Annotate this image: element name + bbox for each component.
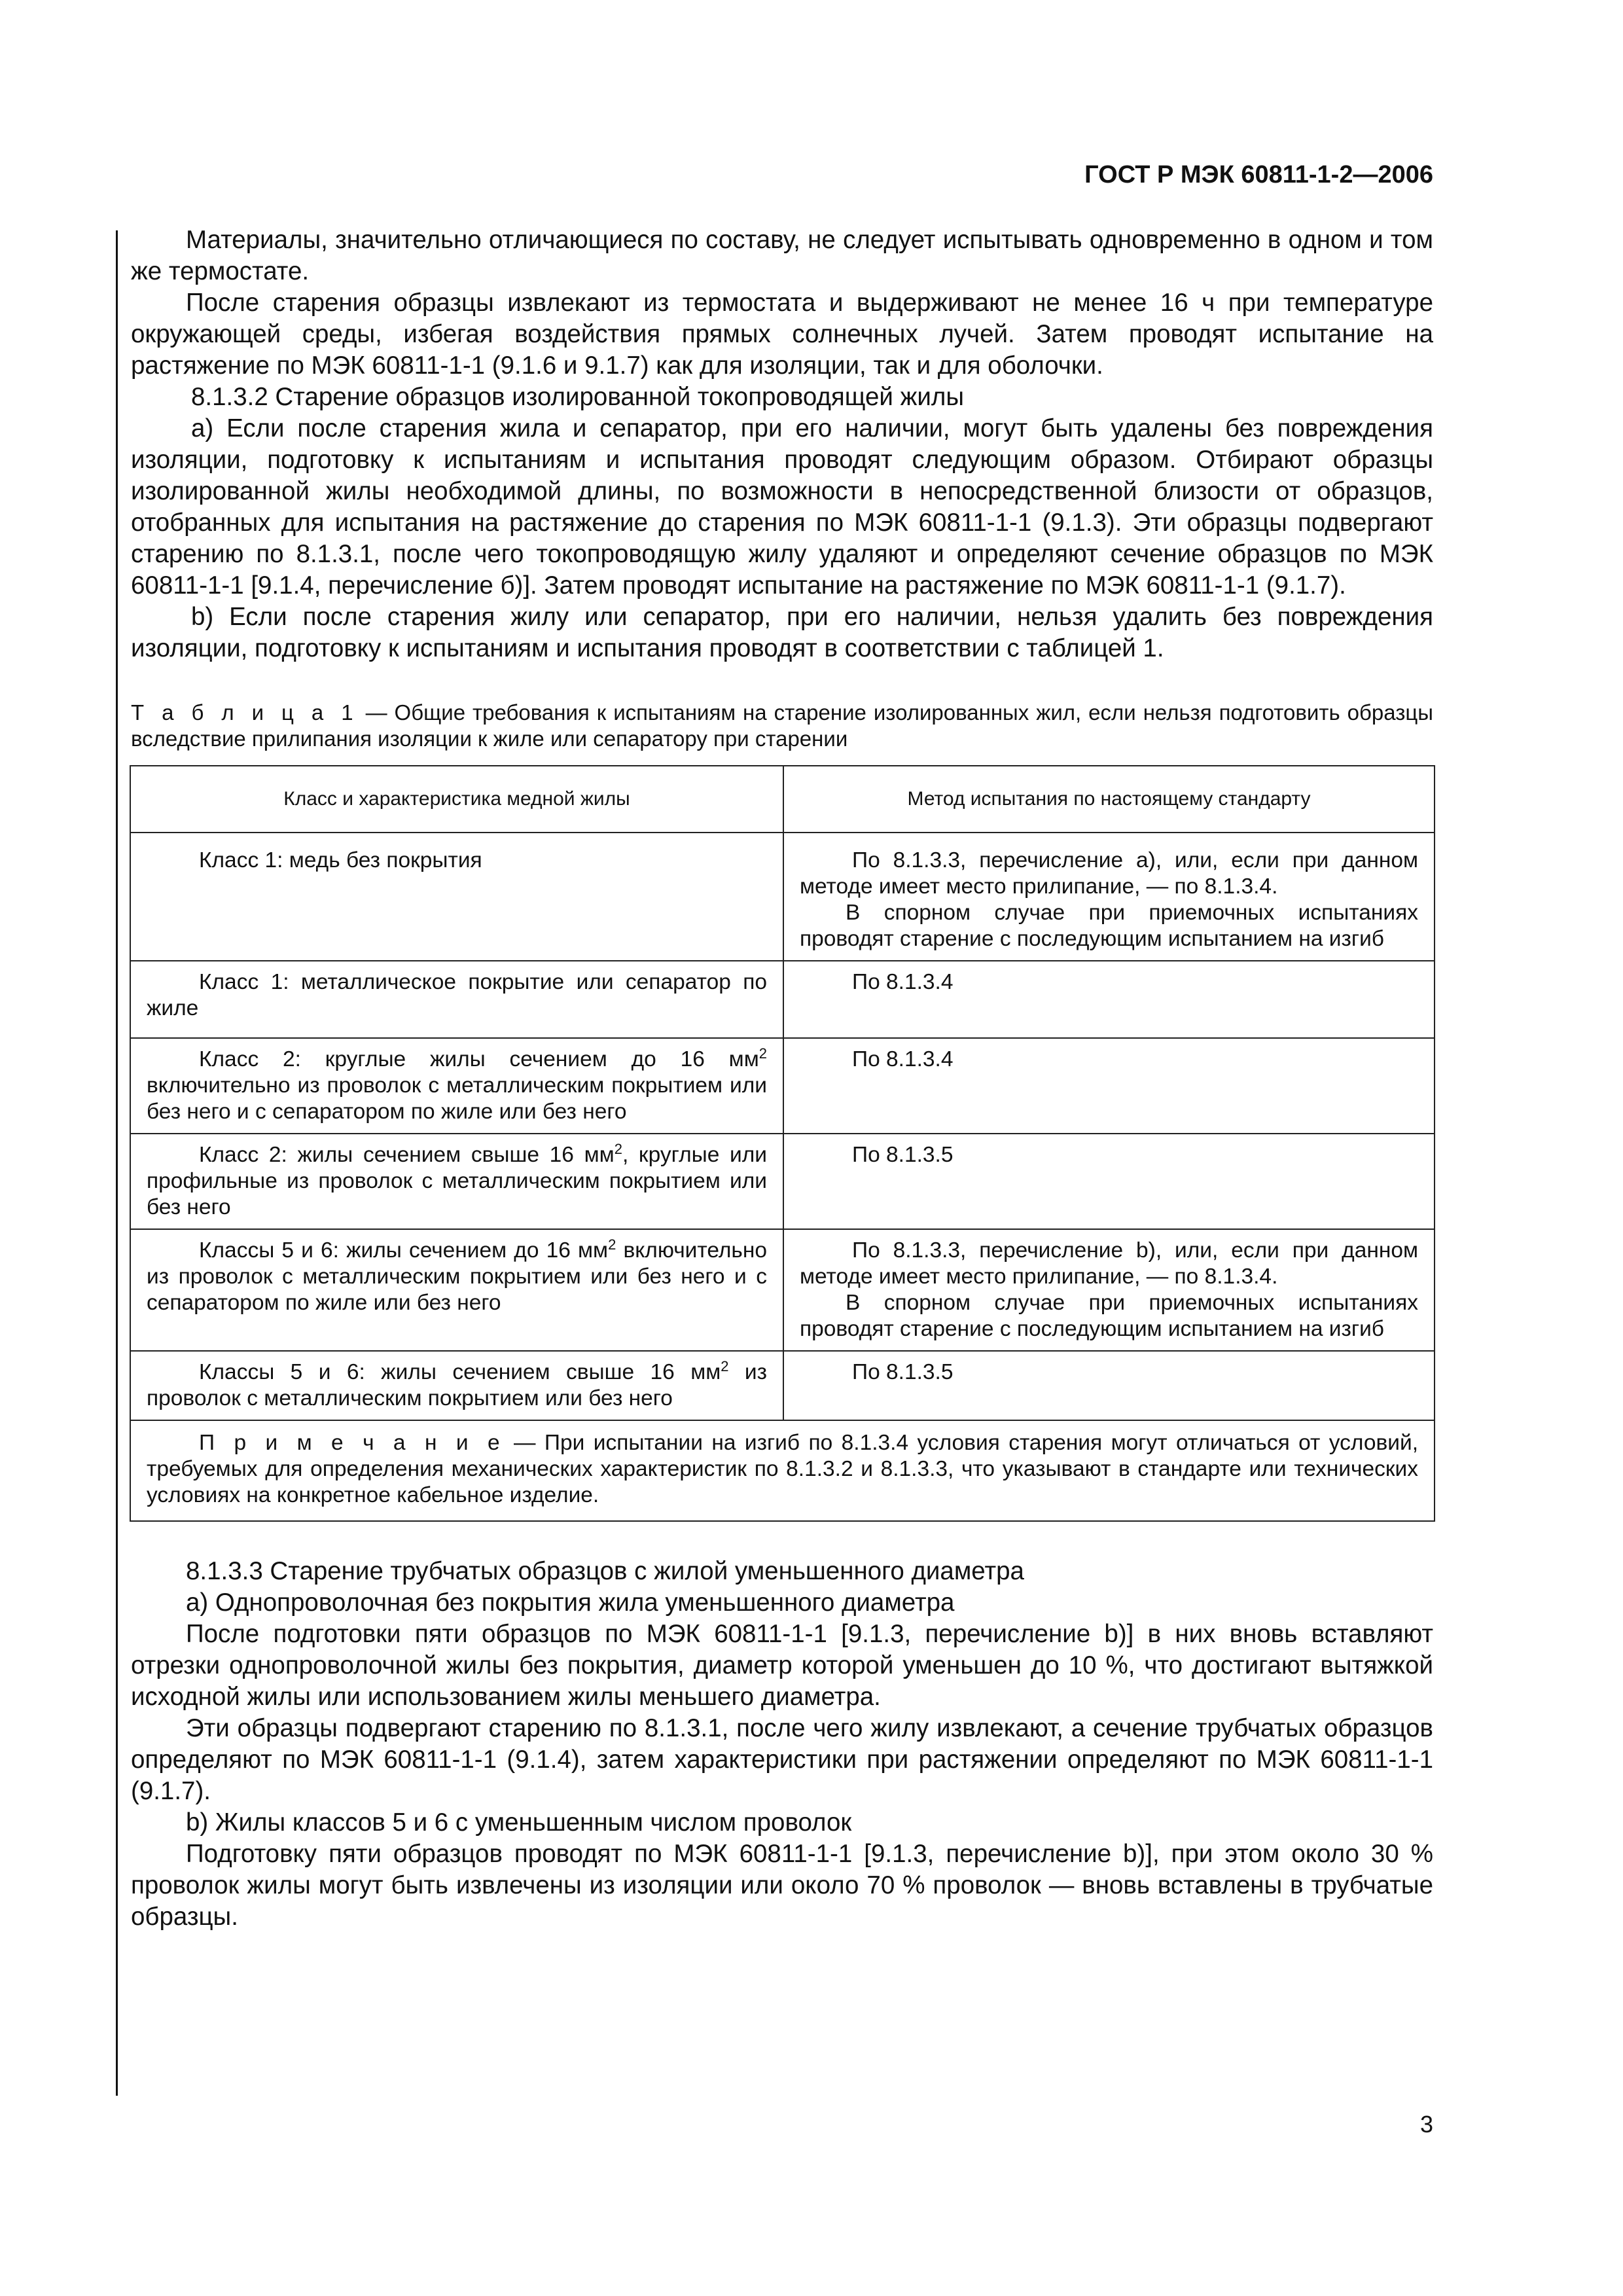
table-caption-text: — Общие требования к испытаниям на старение изолированных жил, если нельзя подготовить образцы вследствие прилипания изоляции к жиле или сепаратору при старении	[131, 700, 1433, 751]
table-cell-class	[130, 1229, 783, 1351]
cell-text-part: из проволок с металлическим покрытием или без него	[147, 1360, 767, 1410]
table-row	[130, 1038, 1435, 1134]
table-caption-label: Т а б л и ц а 1	[131, 700, 359, 725]
cell-text	[147, 1047, 767, 1125]
cell-text: По 8.1.3.5	[852, 1143, 954, 1167]
note-text	[147, 1430, 1418, 1509]
standard-header: ГОСТ Р МЭК 60811-1-2—2006	[1084, 161, 1433, 188]
cell-text-part: Класс 2: круглые жилы сечением до 16 мм	[199, 1047, 759, 1071]
section-after-table	[131, 1556, 1433, 1933]
paragraph: а) Если после старения жила и сепаратор, при его наличии, могут быть удалены без повреждения изоляции, подготовку к испытаниям и испытания проводят следующим образом. Отбирают образцы изолированной жилы необходимой длины, по возможности в непосредственной близости от образцов, отобранных для испытания на растяжение до старения по МЭК 60811-1-1 (9.1.3). Эти образцы подвергают старению по 8.1.3.1, после чего токопроводящую жилу удаляют и определяют сечение образцов по МЭК 60811-1-1 [9.1.4, перечисление б)]. Затем проводят испытание на растяжение по МЭК 60811-1-1 (9.1.7).	[131, 414, 1433, 600]
cell-text-part: включительно из проволок с металлическим покрытием или без него и с сепаратором по жиле или без него	[147, 1238, 767, 1315]
table-header-cell: Класс и характеристика медной жилы	[130, 766, 783, 833]
table-row	[130, 833, 1435, 961]
paragraph: b) Жилы классов 5 и 6 с уменьшенным числом проволок	[186, 1808, 852, 1837]
cell-text: По 8.1.3.4	[852, 970, 954, 994]
table-note	[130, 1420, 1435, 1521]
superscript: 2	[608, 1236, 616, 1253]
page-number: 3	[1419, 2111, 1433, 2138]
paragraph: Подготовку пяти образцов проводят по МЭК 60811-1-1 [9.1.3, перечисление b)], при этом около 30 % проволок жилы могут быть извлечены из изоляции или около 70 % проволок — вновь вставлены в трубчатые образцы.	[131, 1840, 1433, 1931]
superscript: 2	[758, 1045, 767, 1062]
table-cell-method	[783, 833, 1435, 961]
table-row	[130, 1351, 1435, 1420]
table-cell-method	[783, 1229, 1435, 1351]
cell-text: По 8.1.3.3, перечисление b), или, если при данном методе имеет место прилипание, — по 8.1.3.4.	[800, 1238, 1418, 1289]
cell-text: Класс 1: медь без покрытия	[199, 848, 482, 872]
table-cell-method	[783, 1351, 1435, 1420]
cell-text-part: Классы 5 и 6: жилы сечением свыше 16 мм	[199, 1360, 721, 1384]
table-cell-class	[130, 1351, 783, 1420]
table-row	[130, 961, 1435, 1038]
paragraph: Эти образцы подвергают старению по 8.1.3.1, после чего жилу извлекают, а сечение трубчатых образцов определяют по МЭК 60811-1-1 (9.1.4), затем характеристики при растяжении определяют по МЭК 60811-1-1 (9.1.7).	[131, 1714, 1433, 1805]
paragraph: а) Однопроволочная без покрытия жила уменьшенного диаметра	[186, 1588, 955, 1617]
table-cell-class	[130, 1134, 783, 1229]
cell-text: В спорном случае при приемочных испытаниях проводят старение с последующим испытанием на изгиб	[800, 1291, 1418, 1341]
cell-text-part: Класс 2: жилы сечением свыше 16 мм	[199, 1143, 615, 1167]
cell-text	[147, 1359, 767, 1412]
cell-text: По 8.1.3.5	[852, 1360, 954, 1384]
table-caption	[131, 700, 1433, 752]
cell-text-part: включительно из проволок с металлическим покрытием или без него и с сепаратором по жиле или без него	[147, 1073, 767, 1124]
change-bar	[116, 230, 118, 2096]
table-note-row	[130, 1420, 1435, 1521]
section-heading: 8.1.3.2 Старение образцов изолированной токопроводящей жилы	[191, 383, 965, 411]
table-cell-class	[130, 833, 783, 961]
cell-text-part: Классы 5 и 6: жилы сечением до 16 мм	[199, 1238, 609, 1263]
table-row	[130, 1229, 1435, 1351]
cell-text	[147, 1142, 767, 1221]
paragraph: Материалы, значительно отличающиеся по составу, не следует испытывать одновременно в одном и том же термостате.	[131, 226, 1433, 285]
cell-text: В спорном случае при приемочных испытаниях проводят старение с последующим испытанием на изгиб	[800, 901, 1418, 951]
table-row	[130, 1134, 1435, 1229]
table-cell-class	[130, 1038, 783, 1134]
table-cell-method	[783, 1134, 1435, 1229]
document-body	[131, 224, 1433, 1933]
cell-text-part: , круглые или профильные из проволок с металлическим покрытием или без него	[147, 1143, 767, 1219]
superscript: 2	[721, 1357, 729, 1374]
superscript: 2	[614, 1140, 622, 1157]
table-cell-class	[130, 961, 783, 1038]
requirements-table	[130, 765, 1435, 1522]
cell-text: По 8.1.3.4	[852, 1047, 954, 1071]
cell-text: Класс 1: металлическое покрытие или сепаратор по жиле	[147, 970, 767, 1020]
paragraph: После подготовки пяти образцов по МЭК 60811-1-1 [9.1.3, перечисление b)] в них вновь вставляют отрезки однопроволочной жилы без покрытия, диаметр которой уменьшен до 10 %, что достигают вытяжкой исходной жилы или использованием жилы меньшего диаметра.	[131, 1620, 1433, 1711]
table-cell-method	[783, 961, 1435, 1038]
cell-text: По 8.1.3.3, перечисление а), или, если при данном методе имеет место прилипание, — по 8.1.3.4.	[800, 848, 1418, 899]
table-header-cell: Метод испытания по настоящему стандарту	[783, 766, 1435, 833]
table-cell-method	[783, 1038, 1435, 1134]
paragraph: b) Если после старения жилу или сепаратор, при его наличии, нельзя удалить без повреждения изоляции, подготовку к испытаниям и испытания проводят в соответствии с таблицей 1.	[131, 603, 1433, 662]
note-label: П р и м е ч а н и е	[199, 1431, 505, 1455]
note-body: — При испытании на изгиб по 8.1.3.4 условия старения могут отличаться от условий, требуемых для определения механических характеристик по 8.1.3.2 и 8.1.3.3, что указывают в стандарте или технических условиях на конкретное кабельное изделие.	[147, 1431, 1419, 1507]
cell-text	[147, 1238, 767, 1316]
section-heading: 8.1.3.3 Старение трубчатых образцов с жилой уменьшенного диаметра	[186, 1557, 1024, 1585]
paragraph: После старения образцы извлекают из термостата и выдерживают не менее 16 ч при температуре окружающей среды, избегая воздействия прямых солнечных лучей. Затем проводят испытание на растяжение по МЭК 60811-1-1 (9.1.6 и 9.1.7) как для изоляции, так и для оболочки.	[131, 289, 1433, 380]
table-header-row	[130, 766, 1435, 833]
